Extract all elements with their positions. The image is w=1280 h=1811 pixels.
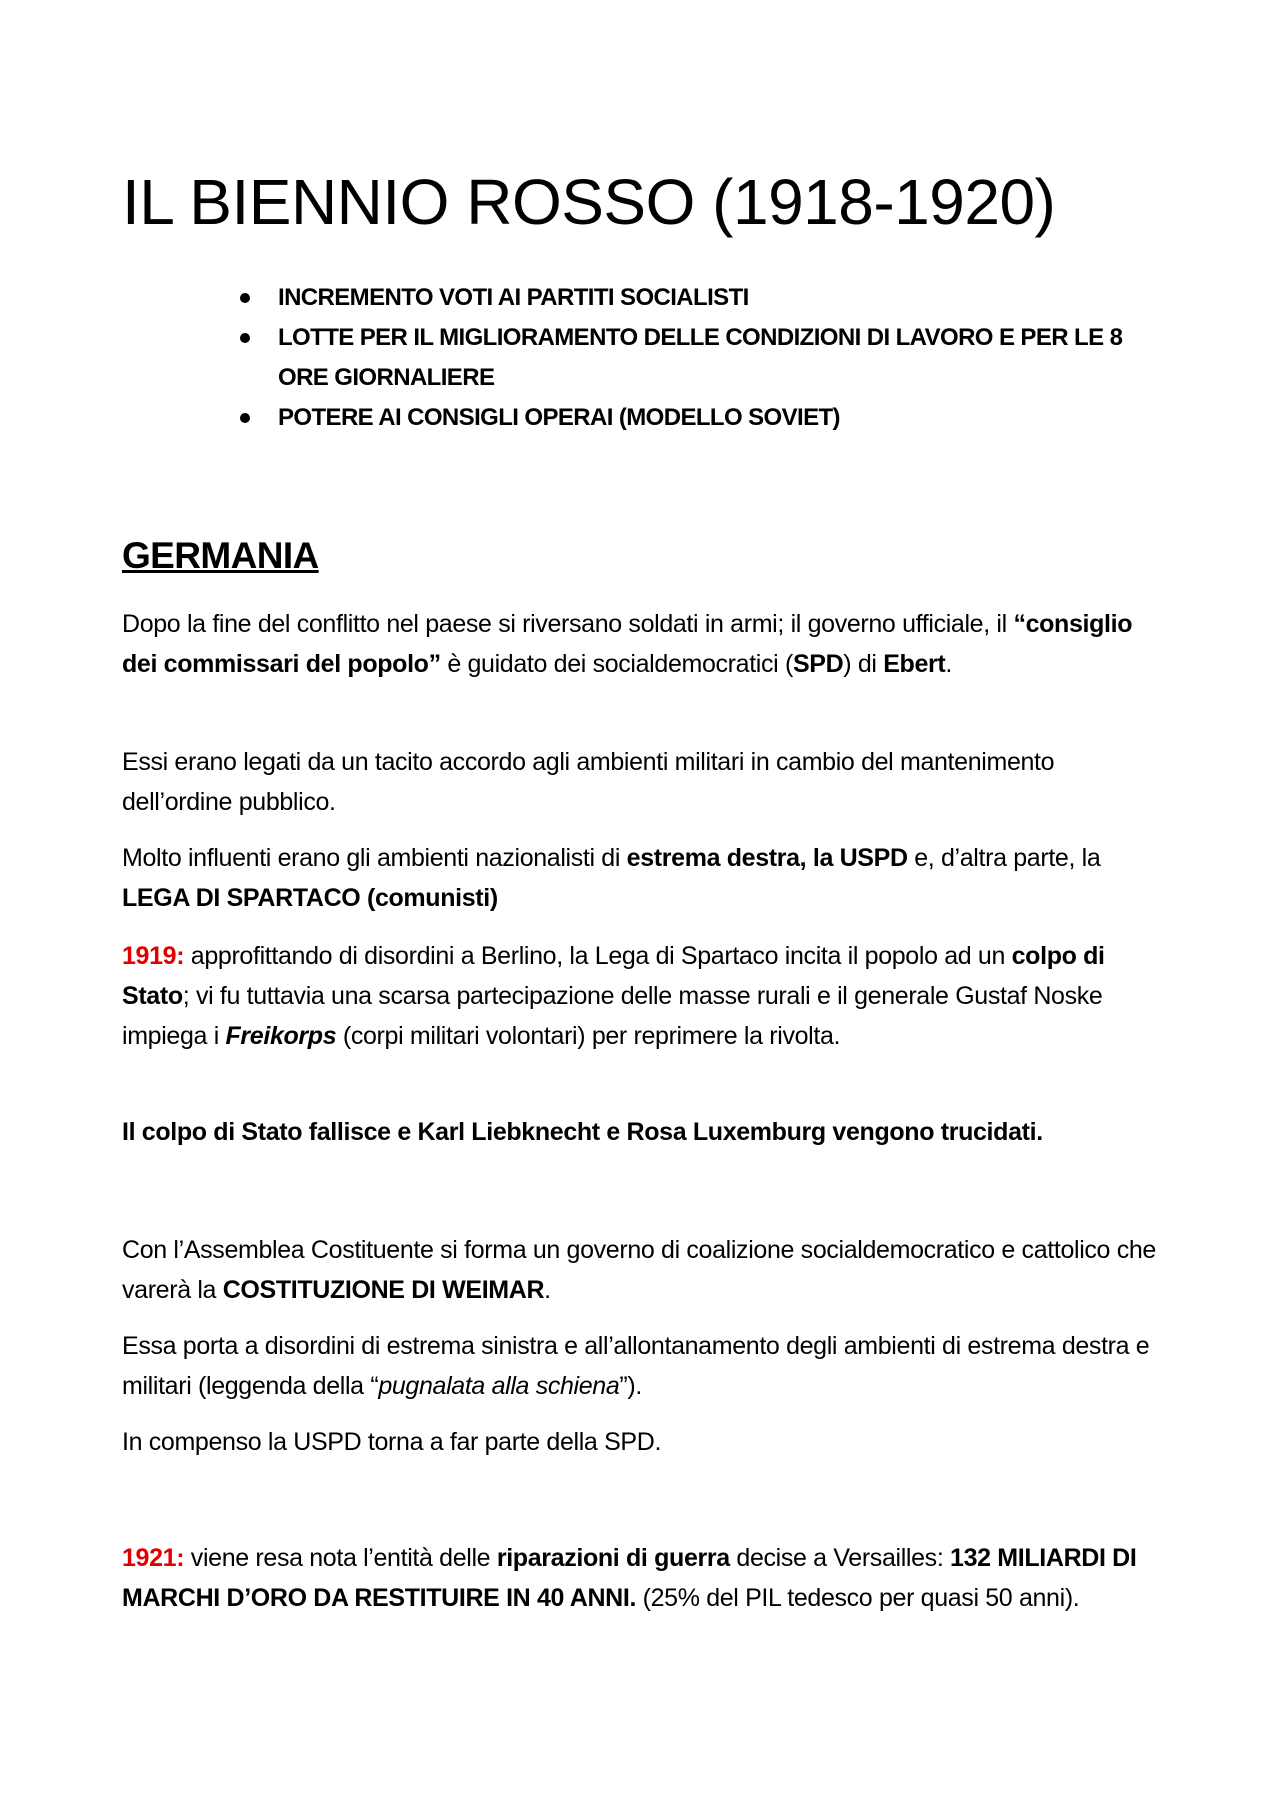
bullet-list xyxy=(278,278,1158,438)
text-run: decise a Versailles: xyxy=(729,1544,951,1572)
text-run: ) di xyxy=(843,650,884,678)
text-run: approfittando di disordini a Berlino, la Lega di Spartaco incita il popolo ad un xyxy=(184,942,1012,970)
year-label: 1921: xyxy=(122,1544,185,1572)
text-run: (corpi militari volontari) per reprimere la rivolta. xyxy=(336,1022,841,1050)
paragraph-8: In compenso la USPD torna a far parte della SPD. xyxy=(122,1428,662,1456)
paragraph-4 xyxy=(122,936,1162,1056)
text-run: (25% del PIL tedesco per quasi 50 anni). xyxy=(636,1584,1080,1612)
text-run-bold: Ebert xyxy=(883,650,946,678)
paragraph-1 xyxy=(122,604,1162,684)
text-run-bold: 132 MILIARDI DI MARCHI D’ORO DA RESTITUIRE IN 40 ANNI. xyxy=(122,1544,1137,1612)
text-run: Essa porta a disordini di estrema sinistra e all’allontanamento degli ambienti di estrema destra e militari (leggenda della “ xyxy=(122,1332,1150,1400)
paragraph-2: Essi erano legati da un tacito accordo agli ambienti militari in cambio del mantenimento dell’ordine pubblico. xyxy=(122,748,1055,816)
text-run: ”). xyxy=(619,1372,642,1400)
text-run: è guidato dei socialdemocratici ( xyxy=(440,650,793,678)
text-run: e, d’altra parte, la xyxy=(907,844,1101,872)
paragraph-9 xyxy=(122,1538,1162,1618)
text-run-italic: pugnalata alla schiena xyxy=(378,1372,620,1400)
paragraph-7 xyxy=(122,1326,1162,1406)
document-title: IL BIENNIO ROSSO (1918-1920) xyxy=(122,166,1056,238)
text-run: Dopo la fine del conflitto nel paese si riversano soldati in armi; il governo ufficiale, il xyxy=(122,610,1014,638)
text-run: . xyxy=(544,1276,551,1304)
bullet-item: INCREMENTO VOTI AI PARTITI SOCIALISTI xyxy=(278,278,1158,318)
text-run-bold: “consiglio dei commissari del popolo” xyxy=(122,610,1133,678)
text-run: ; vi fu tuttavia una scarsa partecipazione delle masse rurali e il generale Gustaf Noske impiega i xyxy=(122,982,1103,1050)
bullet-item: LOTTE PER IL MIGLIORAMENTO DELLE CONDIZIONI DI LAVORO E PER LE 8 ORE GIORNALIERE xyxy=(278,318,1158,398)
text-run-bold: SPD xyxy=(792,650,844,678)
text-run-bold: colpo di Stato xyxy=(122,942,1105,1010)
paragraph-5: Il colpo di Stato fallisce e Karl Liebknecht e Rosa Luxemburg vengono trucidati. xyxy=(122,1118,1043,1146)
text-run: Molto influenti erano gli ambienti nazionalisti di xyxy=(122,844,627,872)
text-run-bold: COSTITUZIONE DI WEIMAR xyxy=(222,1276,545,1304)
text-run-bold: estrema destra, la USPD xyxy=(626,844,908,872)
text-run: Con l’Assemblea Costituente si forma un governo di coalizione socialdemocratico e cattolico che varerà la xyxy=(122,1236,1156,1304)
section-heading-germania: GERMANIA xyxy=(122,535,319,576)
text-run: viene resa nota l’entità delle xyxy=(184,1544,497,1572)
year-label: 1919: xyxy=(122,942,185,970)
paragraph-3 xyxy=(122,838,1162,918)
bullet-item: POTERE AI CONSIGLI OPERAI (MODELLO SOVIET) xyxy=(278,398,1158,438)
text-run-bold: riparazioni di guerra xyxy=(496,1544,730,1572)
text-run-bold-italic: Freikorps xyxy=(225,1022,337,1050)
text-run: . xyxy=(945,650,952,678)
paragraph-6 xyxy=(122,1230,1162,1310)
text-run-bold: LEGA DI SPARTACO (comunisti) xyxy=(122,884,498,912)
